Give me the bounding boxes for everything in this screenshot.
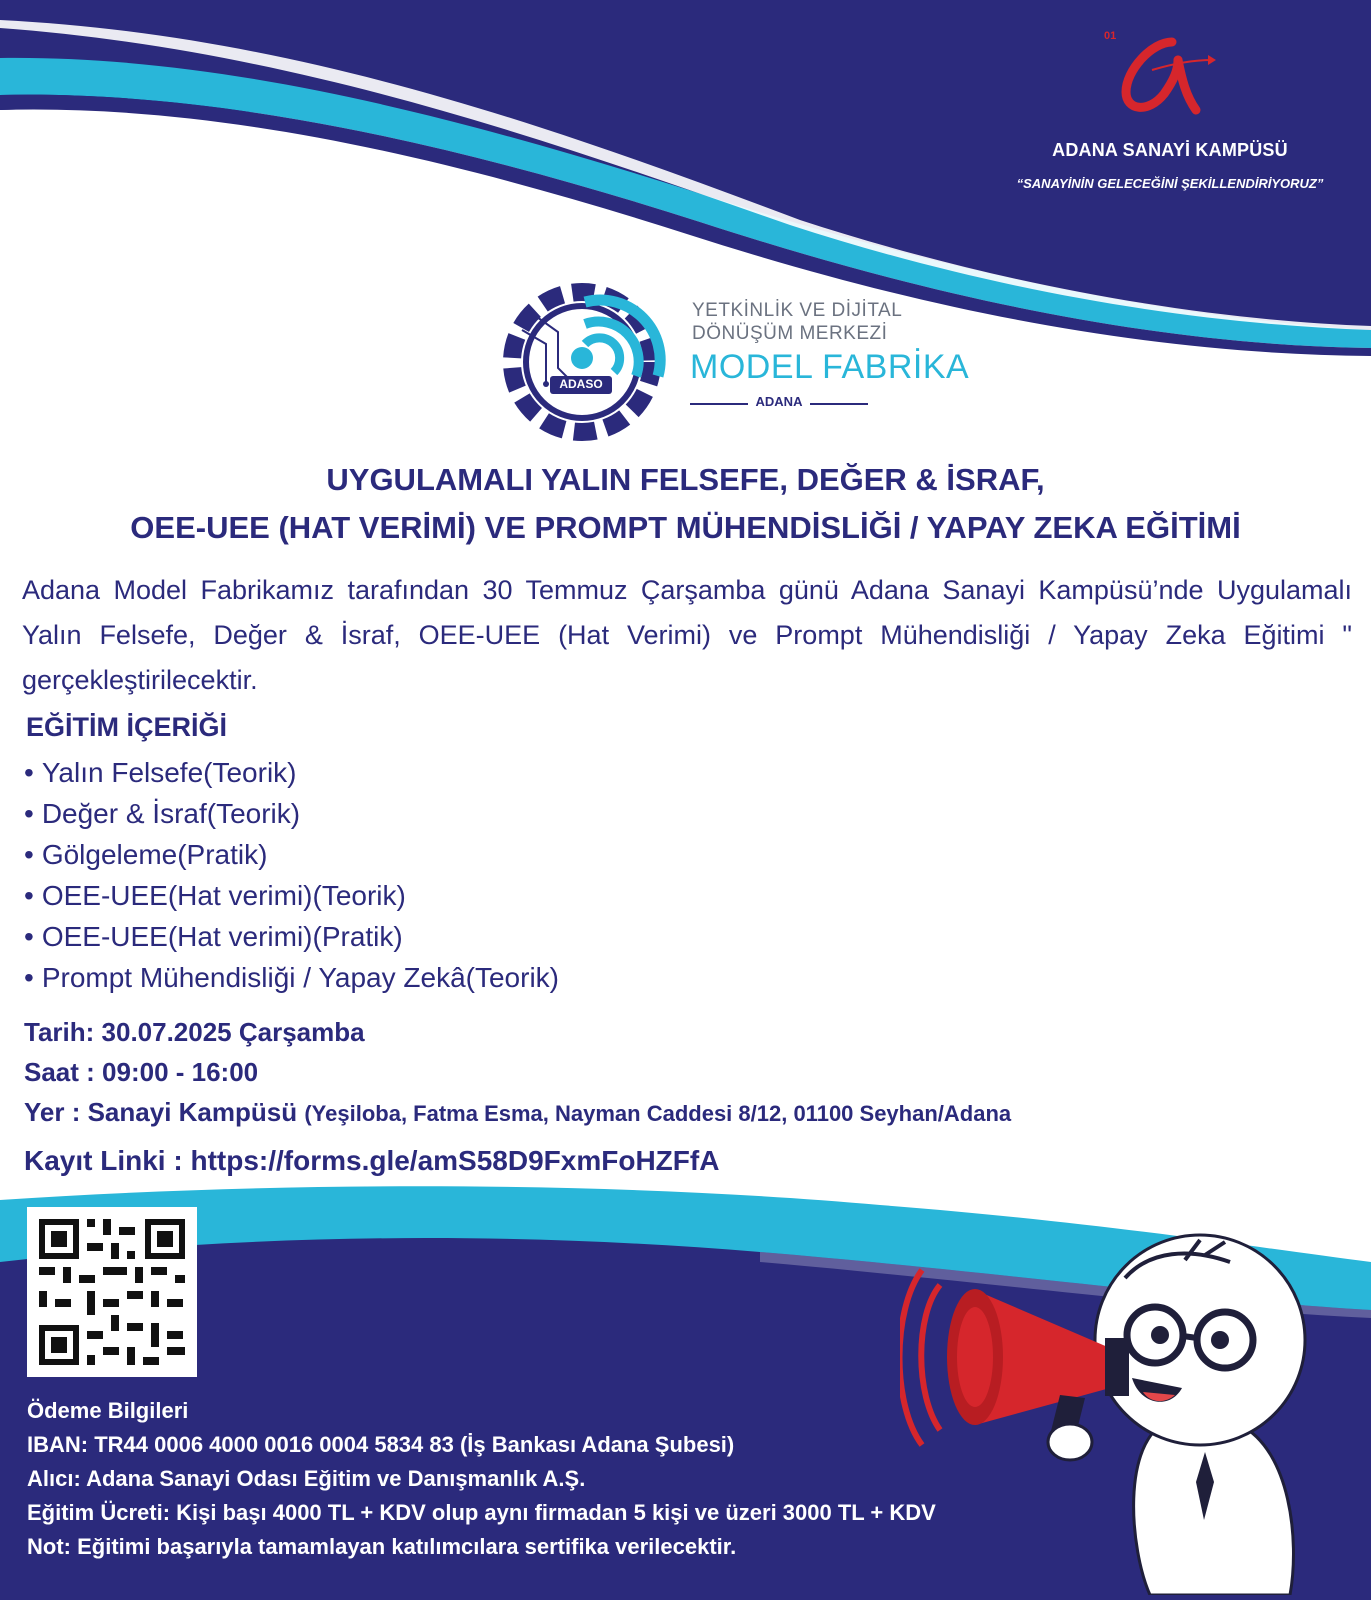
mf-brand-name: MODEL FABRİKA <box>690 348 970 386</box>
list-item: • Yalın Felsefe(Teorik) <box>24 752 559 793</box>
page-title-line2: OEE-UEE (HAT VERİMİ) VE PROMPT MÜHENDİSLİĞİ / YAPAY ZEKA EĞİTİMİ <box>130 510 1241 545</box>
event-time: Saat : 09:00 - 16:00 <box>24 1057 259 1087</box>
list-item: • OEE-UEE(Hat verimi)(Teorik) <box>24 875 559 916</box>
event-date: Tarih: 30.07.2025 Çarşamba <box>24 1017 365 1047</box>
intro-paragraph: Adana Model Fabrikamız tarafından 30 Temmuz Çarşamba günü Adana Sanayi Kampüsü’nde Uygulamalı Yalın Felsefe, Değer & İsraf, OEE-UEE (Hat Verimi) ve Prompt Mühendisliği / Yapay Zeka Eğitimi " gerçekleştirilecektir. <box>22 575 1352 695</box>
mf-subtitle-line1: YETKİNLİK VE DİJİTAL <box>692 300 903 321</box>
list-item: • Değer & İsraf(Teorik) <box>24 793 559 834</box>
list-item: • Gölgeleme(Pratik) <box>24 834 559 875</box>
list-item: • OEE-UEE(Hat verimi)(Pratik) <box>24 916 559 957</box>
contents-list <box>24 752 559 998</box>
payment-fee: Eğitim Ücreti: Kişi başı 4000 TL + KDV olup aynı firmadan 5 kişi ve üzeri 3000 TL + KDV <box>27 1500 936 1525</box>
list-item: • Prompt Mühendisliği / Yapay Zekâ(Teorik) <box>24 957 559 998</box>
mf-city: ADANA <box>690 394 868 409</box>
mf-subtitle-line2: DÖNÜŞÜM MERKEZİ <box>692 323 888 344</box>
page-title-line1: UYGULAMALI YALIN FELSEFE, DEĞER & İSRAF, <box>326 462 1045 497</box>
megaphone-mascot-icon <box>900 1220 1320 1595</box>
contents-heading: EĞİTİM İÇERİĞİ <box>26 712 228 742</box>
payment-heading: Ödeme Bilgileri <box>27 1398 189 1423</box>
payment-iban: IBAN: TR44 0006 4000 0016 0004 5834 83 (İş Bankası Adana Şubesi) <box>27 1432 735 1457</box>
campus-logo-icon <box>1112 30 1222 120</box>
event-place-label: Yer : Sanayi Kampüsü <box>24 1097 298 1127</box>
campus-slogan: “SANAYİNİN GELECEĞİNİ ŞEKİLLENDİRİYORUZ” <box>1016 176 1324 191</box>
adaso-badge: ADASO <box>559 377 603 391</box>
qr-code-icon <box>27 1207 197 1377</box>
campus-name: ADANA SANAYİ KAMPÜSÜ <box>1052 140 1288 160</box>
gear-wifi-logo-icon <box>500 272 678 444</box>
payment-recipient: Alıcı: Adana Sanayi Odası Eğitim ve Danışmanlık A.Ş. <box>27 1466 586 1491</box>
campus-logo-number: 01 <box>1104 30 1117 42</box>
event-address: (Yeşiloba, Fatma Esma, Nayman Caddesi 8/12, 01100 Seyhan/Adana <box>304 1101 1012 1126</box>
event-place <box>24 1097 1011 1128</box>
payment-note: Not: Eğitimi başarıyla tamamlayan katılımcılara sertifika verilecektir. <box>27 1534 737 1559</box>
qr-code[interactable] <box>27 1207 197 1377</box>
registration-link[interactable]: Kayıt Linki : https://forms.gle/amS58D9FxmFoHZFfA <box>24 1145 720 1176</box>
